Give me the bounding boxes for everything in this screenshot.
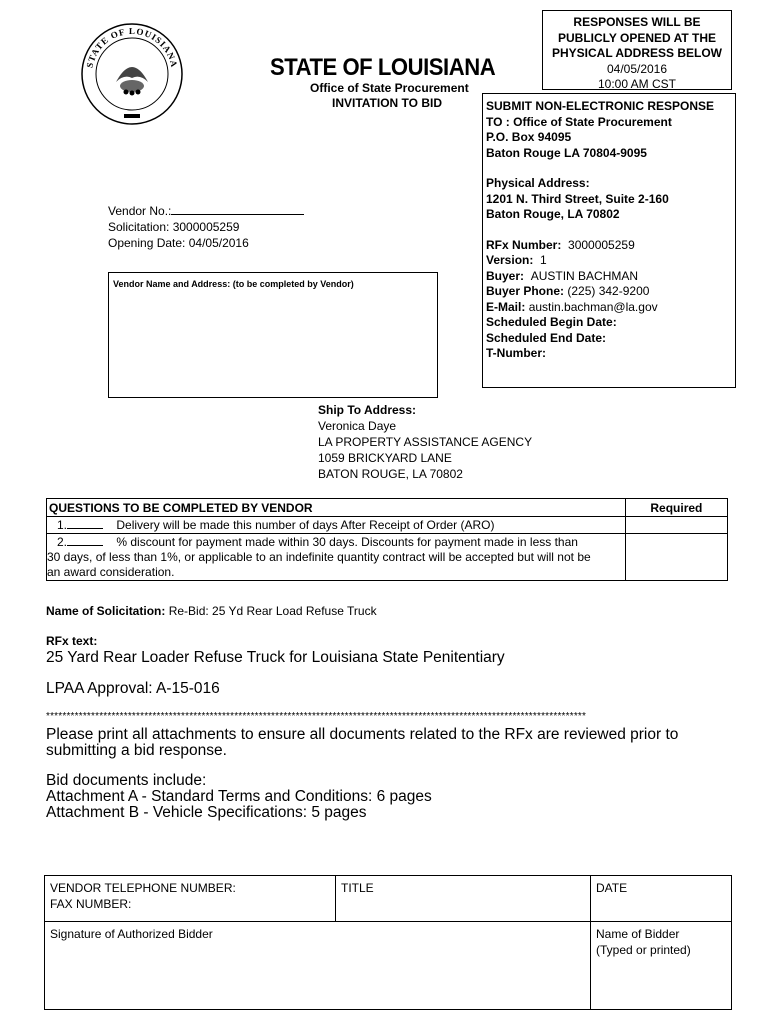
required-header: Required [625, 499, 727, 517]
responses-line-1: RESPONSES WILL BE [573, 15, 701, 29]
rfx-text-line-3: Please print all attachments to ensure all documents related to the RFx are reviewed prior to [46, 726, 679, 743]
question-1-number: 1. [57, 518, 68, 532]
signature-table [44, 875, 732, 1010]
solicitation-name-label: Name of Solicitation: [46, 604, 166, 618]
version-label: Version: [486, 253, 534, 267]
rfx-text-line-7: Attachment B - Vehicle Specifications: 5 pages [46, 804, 367, 821]
ship-to-street: 1059 BRICKYARD LANE [318, 451, 452, 465]
ship-to-label: Ship To Address: [318, 403, 417, 417]
questions-header: QUESTIONS TO BE COMPLETED BY VENDOR [47, 499, 626, 517]
vendor-telephone-cell[interactable] [45, 876, 336, 922]
rfx-text-line-5: Bid documents include: [46, 772, 207, 789]
submit-city: Baton Rouge LA 70804-9095 [486, 145, 647, 160]
louisiana-state-seal [80, 22, 184, 126]
date-cell[interactable] [591, 876, 732, 922]
responses-line-2: PUBLICLY OPENED AT THE [557, 30, 717, 45]
responses-opening-box [542, 10, 732, 90]
vendor-questions-table [46, 498, 728, 581]
opening-time: 10:00 AM CST [597, 77, 677, 91]
opening-date: 04/05/2016 [606, 61, 668, 76]
title-cell[interactable] [336, 876, 591, 922]
rfx-number-label: RFx Number: [486, 237, 562, 252]
submit-to: TO : Office of State Procurement [486, 114, 672, 129]
physical-address-label: Physical Address: [486, 176, 590, 190]
buyer-value: AUSTIN BACHMAN [530, 268, 639, 283]
question-2-blank[interactable] [67, 534, 103, 546]
submit-po-box: P.O. Box 94095 [486, 130, 572, 144]
question-1-required[interactable] [625, 517, 727, 534]
question-2-text-c: an award consideration. [47, 565, 175, 579]
physical-city: Baton Rouge, LA 70802 [486, 207, 620, 221]
vendor-no-field[interactable] [171, 203, 304, 215]
page-title: STATE OF LOUISIANA [270, 54, 496, 81]
ship-to-name: Veronica Daye [318, 419, 397, 433]
scheduled-end-label: Scheduled End Date: [486, 330, 607, 345]
typed-or-printed-label: (Typed or printed) [596, 943, 691, 957]
ship-to-agency: LA PROPERTY ASSISTANCE AGENCY [318, 435, 533, 449]
title-label: TITLE [341, 881, 374, 895]
solicitation-name-value: Re-Bid: 25 Yd Rear Load Refuse Truck [168, 604, 377, 618]
scheduled-begin-label: Scheduled Begin Date: [486, 315, 617, 329]
vendor-no-label: Vendor No.: [108, 204, 172, 218]
vendor-box-label: Vendor Name and Address: (to be completed by Vendor) [113, 279, 354, 289]
buyer-phone-label: Buyer Phone: [486, 284, 565, 298]
buyer-phone-value: (225) 342-9200 [567, 284, 650, 298]
email-label: E-Mail: [486, 299, 526, 314]
table-row [47, 517, 728, 534]
question-1-text: Delivery will be made this number of days After Receipt of Order (ARO) [116, 518, 495, 532]
name-of-bidder-label: Name of Bidder [596, 927, 680, 941]
submit-heading: SUBMIT NON-ELECTRONIC RESPONSE [486, 99, 715, 113]
vendor-name-address-box[interactable] [108, 272, 438, 398]
vendor-telephone-label: VENDOR TELEPHONE NUMBER: [50, 881, 236, 895]
question-2-number: 2. [57, 535, 68, 549]
rfx-text-label: RFx text: [46, 634, 98, 648]
signature-label: Signature of Authorized Bidder [50, 927, 213, 941]
rfx-number-value: 3000005259 [568, 237, 635, 252]
question-2-text-b: 30 days, of less than 1%, or applicable to an indefinite quantity contract will be accepted but will not be [47, 550, 591, 564]
version-value: 1 [540, 253, 547, 267]
question-2-text: % discount for payment made within 30 days. Discounts for payment made in less than [116, 535, 578, 549]
signature-cell[interactable] [45, 922, 591, 1010]
physical-street: 1201 N. Third Street, Suite 2-160 [486, 191, 669, 206]
solicitation-name [46, 604, 377, 618]
office-name: Office of State Procurement [310, 81, 469, 95]
document-type: INVITATION TO BID [332, 96, 442, 110]
responses-line-3: PHYSICAL ADDRESS BELOW [551, 46, 722, 60]
rfx-text-line-6: Attachment A - Standard Terms and Conditions: 6 pages [46, 788, 432, 805]
fax-number-label: FAX NUMBER: [50, 897, 132, 911]
svg-text:STATE OF LOUISIANA: STATE OF LOUISIANA [84, 25, 180, 69]
solicitation-number: Solicitation: 3000005259 [108, 220, 240, 234]
buyer-label: Buyer: [486, 268, 525, 283]
rfx-text-line-2: LPAA Approval: A-15-016 [46, 680, 220, 697]
question-2-required[interactable] [625, 534, 727, 581]
rfx-text-line-4: submitting a bid response. [46, 742, 227, 759]
separator-stars: ************************************************************************************************************************************ [46, 711, 587, 722]
submit-response-box [482, 93, 736, 388]
email-value: austin.bachman@la.gov [528, 299, 658, 314]
t-number-label: T-Number: [486, 346, 546, 360]
table-row [47, 534, 728, 581]
rfx-text-line-1: 25 Yard Rear Loader Refuse Truck for Louisiana State Penitentiary [46, 649, 505, 666]
question-1-blank[interactable] [67, 517, 103, 529]
vendor-info [108, 203, 304, 251]
ship-to-city: BATON ROUGE, LA 70802 [318, 467, 463, 481]
ship-to-address [318, 402, 532, 482]
name-of-bidder-cell[interactable] [591, 922, 732, 1010]
opening-date-line: Opening Date: 04/05/2016 [108, 236, 249, 250]
date-label: DATE [596, 881, 628, 895]
